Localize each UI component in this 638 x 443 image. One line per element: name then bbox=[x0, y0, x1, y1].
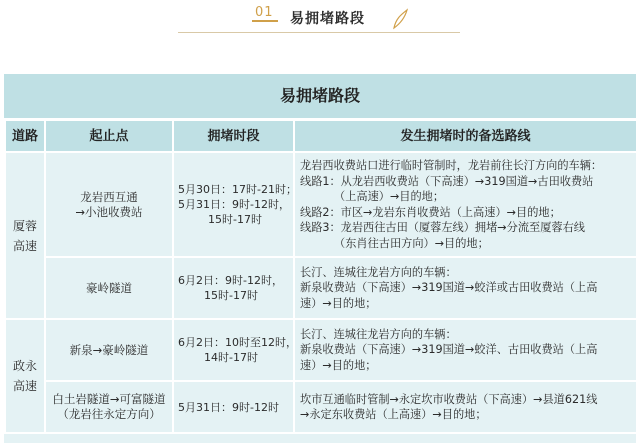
section-number-underline bbox=[252, 20, 278, 22]
route-text: 长汀、连城往龙岩方向的车辆： bbox=[300, 327, 457, 341]
start-end-text: 豪岭隧道 bbox=[86, 280, 132, 295]
leaf-ornament-icon bbox=[392, 8, 408, 30]
section-number: 01 bbox=[255, 5, 274, 20]
road-cell bbox=[5, 152, 45, 319]
time-cell bbox=[173, 152, 297, 257]
time-cell bbox=[173, 257, 294, 319]
route-text: 速）→目的地； bbox=[300, 296, 377, 310]
congestion-table bbox=[4, 74, 636, 443]
time-text: 15时-17时 bbox=[204, 289, 258, 302]
route-text: 龙岩西收费站口进行临时管制时，龙岩前往长汀方向的车辆： bbox=[300, 159, 603, 172]
section-header bbox=[0, 0, 638, 40]
table-row bbox=[5, 152, 637, 257]
route-text: →永定东收费站（上高速）→目的地； bbox=[300, 408, 487, 421]
alternative-route-cell bbox=[294, 152, 637, 257]
route-text: 速）→目的地； bbox=[300, 358, 377, 372]
start-end-cell bbox=[45, 381, 173, 433]
start-end-text: 龙岩西互通 bbox=[80, 189, 138, 204]
route-text: 长汀、连城往龙岩方向的车辆： bbox=[300, 265, 457, 279]
table-title: 易拥堵路段 bbox=[4, 74, 636, 119]
header-row bbox=[5, 120, 637, 152]
header-rule-right bbox=[388, 32, 460, 33]
route-text: 线路2：市区→龙岩东肖收费站（上高速）→目的地； bbox=[300, 205, 561, 219]
time-cell bbox=[173, 381, 294, 433]
alternative-route-cell bbox=[294, 319, 637, 381]
road-name-line: 高速 bbox=[12, 238, 37, 253]
start-end-cell bbox=[45, 319, 173, 381]
time-text: 6月2日：10时至12时， bbox=[178, 336, 297, 349]
time-text: 5月31日：9时-12时 bbox=[178, 400, 279, 414]
route-text: 新泉收费站（下高速）→319国道→蛟洋、古田收费站（上高 bbox=[300, 343, 598, 357]
route-text: 新泉收费站（下高速）→319国道→蛟洋或古田收费站（上高 bbox=[300, 281, 598, 295]
alternative-route-cell bbox=[294, 257, 637, 319]
table-row bbox=[5, 381, 637, 433]
table-row bbox=[5, 319, 637, 381]
start-end-text: →小池收费站 bbox=[75, 204, 143, 219]
column-header-road: 道路 bbox=[5, 120, 45, 152]
time-cell bbox=[173, 319, 297, 381]
time-text: 5月30日：17时-21时； bbox=[178, 183, 297, 196]
column-header-alternative: 发生拥堵时的备选路线 bbox=[294, 120, 637, 152]
start-end-text: 新泉→豪岭隧道 bbox=[69, 342, 149, 357]
time-text: 15时-17时 bbox=[208, 213, 262, 226]
table-grid bbox=[4, 119, 638, 434]
road-name-line: 政永 bbox=[12, 359, 37, 373]
time-text: 6月2日：9时-12时， bbox=[178, 274, 283, 287]
route-text: 线路3：龙岩西往古田（厦蓉左线）拥堵→分流至厦蓉右线 bbox=[300, 221, 585, 234]
column-header-start-end: 起止点 bbox=[45, 120, 173, 152]
time-text: 5月31日：9时-12时， bbox=[178, 198, 290, 211]
start-end-cell bbox=[45, 152, 173, 257]
section-badge bbox=[246, 2, 388, 33]
table-row bbox=[5, 257, 637, 319]
route-text: （东肖往古田方向）→目的地； bbox=[334, 236, 489, 250]
road-name-line: 厦蓉 bbox=[12, 218, 37, 233]
time-text: 14时-17时 bbox=[204, 351, 258, 364]
route-text: 线路1：从龙岩西收费站（下高速）→319国道→古田收费站 bbox=[300, 174, 594, 188]
route-text: （上高速）→目的地； bbox=[334, 190, 445, 203]
road-name-line: 高速 bbox=[12, 379, 37, 393]
header-rule-left bbox=[178, 32, 250, 33]
section-title: 易拥堵路段 bbox=[290, 11, 365, 27]
road-cell bbox=[5, 319, 45, 433]
column-header-time: 拥堵时段 bbox=[173, 120, 294, 152]
start-end-text: 白土岩隧道→可富隧道 bbox=[52, 392, 166, 406]
alternative-route-cell bbox=[294, 381, 637, 433]
start-end-text: （龙岩往永定方向） bbox=[57, 407, 161, 421]
start-end-cell bbox=[45, 257, 173, 319]
route-text: 坎市互通临时管制→永定坎市收费站（下高速）→县道621线 bbox=[300, 392, 598, 406]
